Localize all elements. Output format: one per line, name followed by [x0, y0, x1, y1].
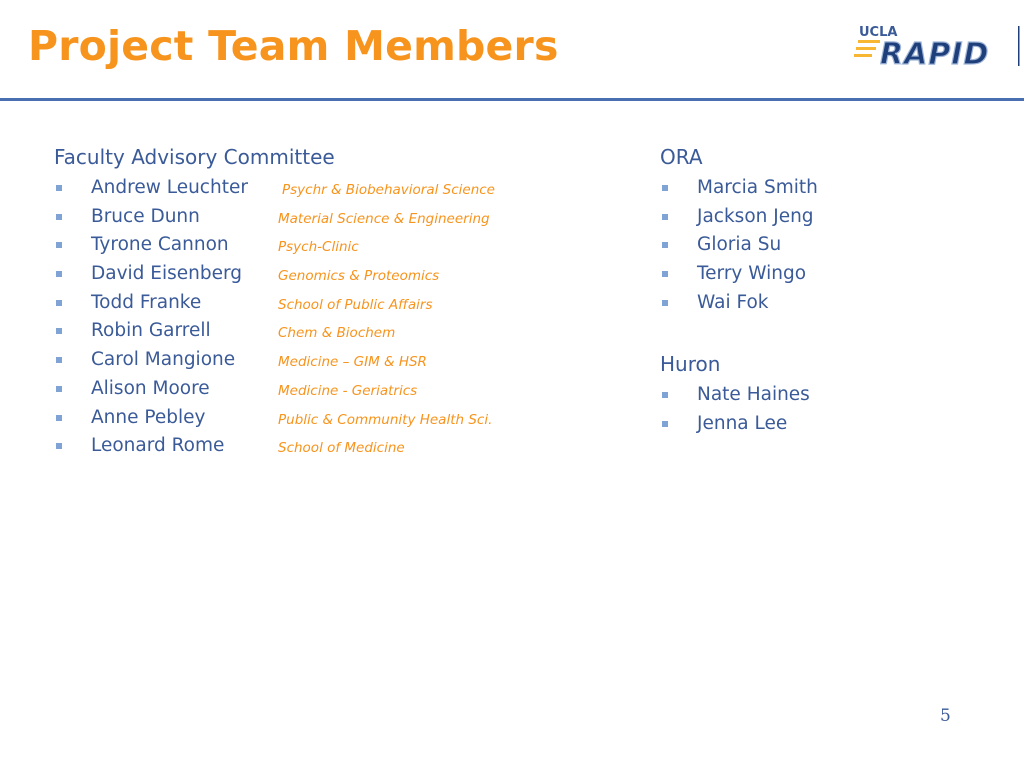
partners-section	[660, 144, 1000, 439]
list-item	[54, 404, 634, 433]
list-item	[54, 289, 634, 318]
member-name: Alison Moore	[91, 377, 210, 399]
member-department: Genomics & Proteomics	[278, 268, 440, 285]
member-department: School of Medicine	[278, 440, 405, 457]
square-bullet-icon	[56, 415, 62, 421]
square-bullet-icon	[662, 185, 668, 191]
square-bullet-icon	[662, 271, 668, 277]
huron-list	[660, 381, 1000, 438]
list-item	[660, 231, 1000, 260]
section-spacer	[660, 317, 1000, 351]
list-item	[54, 375, 634, 404]
faculty-heading: Faculty Advisory Committee	[54, 145, 335, 169]
member-name: Terry Wingo	[697, 263, 807, 285]
list-item	[660, 410, 1000, 439]
square-bullet-icon	[662, 392, 668, 398]
square-bullet-icon	[56, 300, 62, 306]
list-item	[54, 174, 634, 203]
list-item	[54, 203, 634, 232]
page-number: 5	[940, 706, 951, 726]
slide-title: Project Team Members	[28, 22, 559, 70]
ucla-rapid-logo-icon	[852, 20, 1024, 70]
square-bullet-icon	[56, 271, 62, 277]
member-department: School of Public Affairs	[278, 296, 433, 313]
member-department: Medicine – GIM & HSR	[278, 354, 427, 371]
member-name: Nate Haines	[697, 384, 810, 406]
square-bullet-icon	[56, 328, 62, 334]
faculty-section	[54, 144, 634, 461]
square-bullet-icon	[56, 242, 62, 248]
faculty-list	[54, 174, 634, 461]
ora-heading: ORA	[660, 145, 703, 169]
member-department: Psych-Clinic	[278, 239, 359, 256]
ora-list	[660, 174, 1000, 317]
list-item	[54, 346, 634, 375]
list-item	[660, 381, 1000, 410]
list-item	[660, 174, 1000, 203]
list-item	[660, 289, 1000, 318]
member-name: Jackson Jeng	[697, 205, 814, 227]
logo-main-text: RAPID	[880, 37, 990, 70]
logo-top-text: UCLA	[859, 25, 898, 40]
list-item	[54, 260, 634, 289]
square-bullet-icon	[662, 214, 668, 220]
square-bullet-icon	[56, 357, 62, 363]
member-name: Todd Franke	[91, 291, 202, 313]
member-department: Material Science & Engineering	[278, 210, 490, 227]
square-bullet-icon	[662, 242, 668, 248]
member-name: Andrew Leuchter	[91, 177, 248, 198]
square-bullet-icon	[56, 443, 62, 449]
member-name: Marcia Smith	[697, 177, 818, 198]
member-name: Carol Mangione	[91, 349, 236, 371]
list-item	[54, 231, 634, 260]
list-item	[660, 203, 1000, 232]
member-department: Psychr & Biobehavioral Science	[282, 182, 495, 198]
square-bullet-icon	[662, 421, 668, 427]
square-bullet-icon	[56, 214, 62, 220]
huron-heading: Huron	[660, 352, 721, 377]
member-name: Jenna Lee	[697, 413, 788, 435]
member-name: Leonard Rome	[91, 435, 225, 457]
square-bullet-icon	[56, 185, 62, 191]
member-name: David Eisenberg	[91, 263, 243, 285]
member-name: Robin Garrell	[91, 320, 211, 342]
member-name: Wai Fok	[697, 291, 769, 313]
list-item	[660, 260, 1000, 289]
member-department: Medicine - Geriatrics	[278, 382, 418, 399]
member-department: Chem & Biochem	[278, 325, 396, 342]
member-name: Bruce Dunn	[91, 205, 200, 227]
member-name: Anne Pebley	[91, 406, 206, 428]
member-name: Tyrone Cannon	[91, 234, 229, 256]
member-name: Gloria Su	[697, 234, 782, 256]
list-item	[54, 317, 634, 346]
square-bullet-icon	[56, 386, 62, 392]
list-item	[54, 432, 634, 461]
title-divider	[0, 98, 1024, 101]
member-department: Public & Community Health Sci.	[278, 411, 493, 428]
square-bullet-icon	[662, 300, 668, 306]
